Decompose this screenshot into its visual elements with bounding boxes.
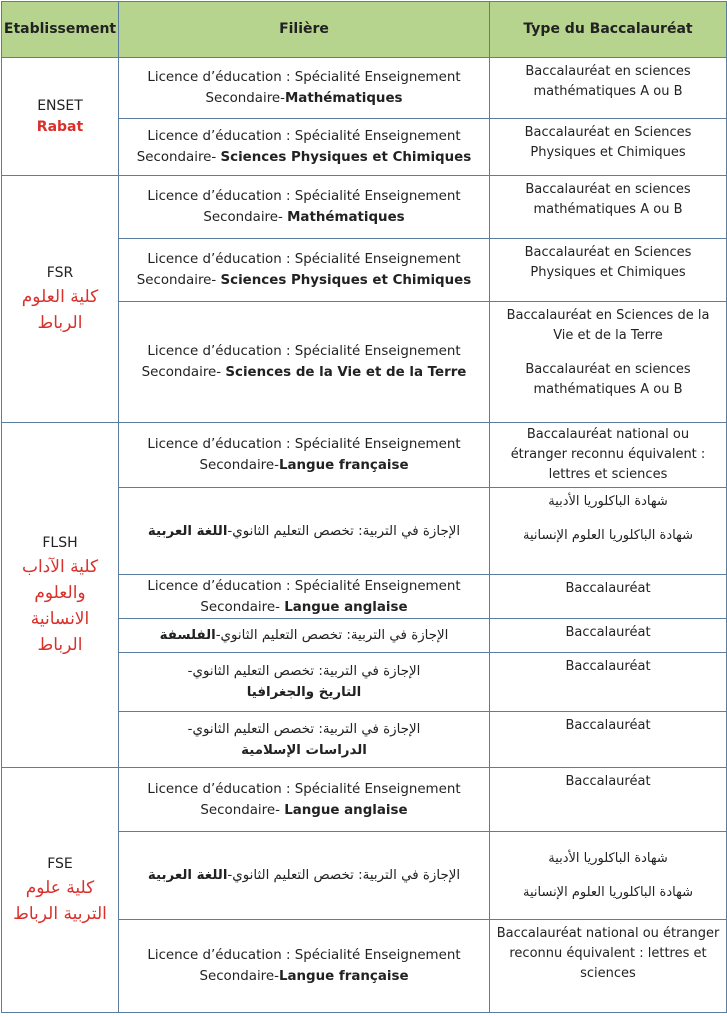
filiere-cell: Licence d’éducation : Spécialité Enseignement Secondaire- Sciences de la Vie et de la Terre <box>119 302 490 423</box>
table-row <box>2 58 727 119</box>
filiere-cell: الإجازة في التربية: تخصص التعليم الثانوي-اللغة العربية <box>119 488 490 575</box>
filiere-cell: Licence d’éducation : Spécialité Enseignement Secondaire-Langue française <box>119 423 490 488</box>
filiere-cell: الإجازة في التربية: تخصص التعليم الثانوي- التاريخ والجغرافيا <box>119 653 490 712</box>
bac-cell: Baccalauréat en sciences mathématiques A ou B <box>490 58 727 119</box>
etab-fse: FSE كلية علوم التربية الرباط <box>2 768 119 1013</box>
filiere-cell: الإجازة في التربية: تخصص التعليم الثانوي-اللغة العربية <box>119 832 490 920</box>
filiere-cell: Licence d’éducation : Spécialité Enseignement Secondaire- Sciences Physiques et Chimiques <box>119 239 490 302</box>
header-etablissement: Etablissement <box>2 2 119 58</box>
filiere-cell: Licence d’éducation : Spécialité Enseignement Secondaire-Langue française <box>119 920 490 1013</box>
filiere-cell: الإجازة في التربية: تخصص التعليم الثانوي-الفلسفة <box>119 619 490 653</box>
filieres-table <box>1 1 727 1013</box>
header-filiere: Filière <box>119 2 490 58</box>
bac-cell: شهادة الباكلوريا الأدبية شهادة الباكلوريا العلوم الإنسانية <box>490 488 727 575</box>
filiere-cell: الإجازة في التربية: تخصص التعليم الثانوي- الدراسات الإسلامية <box>119 712 490 768</box>
bac-cell: Baccalauréat national ou étranger reconnu équivalent : lettres et sciences <box>490 423 727 488</box>
filiere-cell: Licence d’éducation : Spécialité Enseignement Secondaire- Langue anglaise <box>119 575 490 619</box>
filiere-cell: Licence d’éducation : Spécialité Enseignement Secondaire- Mathématiques <box>119 176 490 239</box>
header-row <box>2 2 727 58</box>
header-bac: Type du Baccalauréat <box>490 2 727 58</box>
etab-enset: ENSET Rabat <box>2 58 119 176</box>
table-row <box>2 768 727 832</box>
table-row <box>2 176 727 239</box>
bac-cell: Baccalauréat en Sciences Physiques et Chimiques <box>490 239 727 302</box>
bac-cell: Baccalauréat <box>490 712 727 768</box>
etab-fsr: FSR كلية العلوم الرباط <box>2 176 119 423</box>
bac-cell: Baccalauréat <box>490 575 727 619</box>
etab-flsh: FLSH كلية الآداب والعلوم الانسانية الرباط <box>2 423 119 768</box>
bac-cell: Baccalauréat en Sciences Physiques et Chimiques <box>490 119 727 176</box>
bac-cell: Baccalauréat <box>490 653 727 712</box>
filiere-cell: Licence d’éducation : Spécialité Enseignement Secondaire- Langue anglaise <box>119 768 490 832</box>
bac-cell: Baccalauréat en sciences mathématiques A ou B <box>490 176 727 239</box>
table-row <box>2 423 727 488</box>
bac-cell: Baccalauréat <box>490 768 727 832</box>
filiere-cell: Licence d’éducation : Spécialité Enseignement Secondaire- Sciences Physiques et Chimiques <box>119 119 490 176</box>
bac-cell: شهادة الباكلوريا الأدبية شهادة الباكلوريا العلوم الإنسانية <box>490 832 727 920</box>
bac-cell: Baccalauréat national ou étranger reconnu équivalent : lettres et sciences <box>490 920 727 1013</box>
bac-cell: Baccalauréat en Sciences de la Vie et de la Terre Baccalauréat en sciences mathématiques A ou B <box>490 302 727 423</box>
bac-cell: Baccalauréat <box>490 619 727 653</box>
filiere-cell: Licence d’éducation : Spécialité Enseignement Secondaire-Mathématiques <box>119 58 490 119</box>
